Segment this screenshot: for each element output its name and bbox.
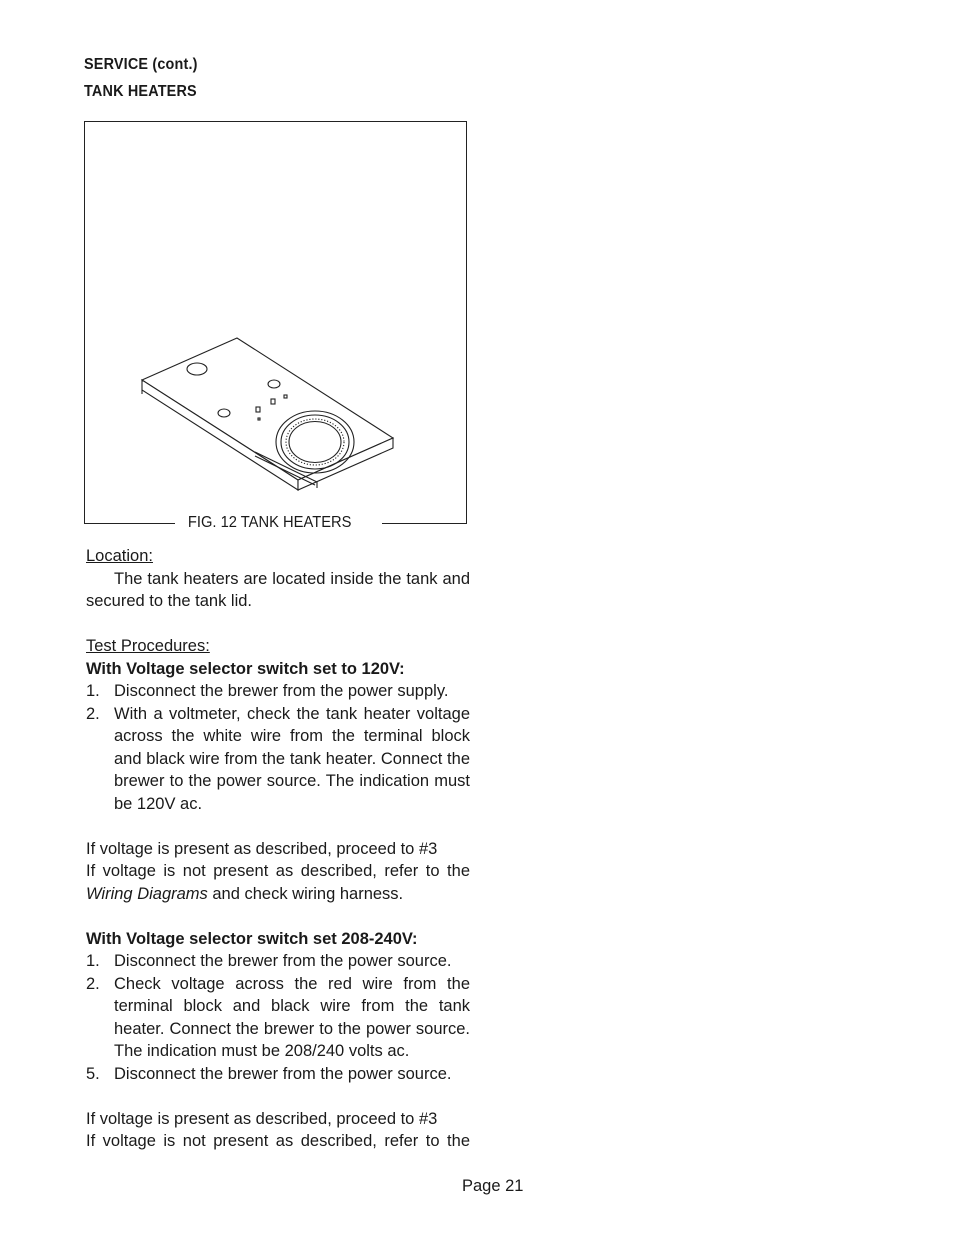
tank-lid-illustration <box>85 122 468 525</box>
v120-present-note: If voltage is present as described, proceed to #3 <box>86 839 438 858</box>
list-item: 1. Disconnect the brewer from the power supply. <box>86 682 449 700</box>
list-item: 2. With a voltmeter, check the tank heater voltage across the white wire from the terminal block and black wire from the tank heater. Connect the brewer to the power source. The indication must be 120V ac. <box>86 704 470 813</box>
wiring-diagrams-ref: Wiring Diagrams <box>86 884 208 903</box>
body-column <box>86 545 470 1153</box>
list-item: 1. Disconnect the brewer from the power source. <box>86 952 452 970</box>
location-text: The tank heaters are located inside the tank and secured to the tank lid. <box>86 569 470 610</box>
v120-steps <box>86 680 470 815</box>
v240-present-note: If voltage is present as described, proceed to #3 <box>86 1109 438 1128</box>
location-label: Location: <box>86 547 153 565</box>
test-procedures-label: Test Procedures: <box>86 637 210 655</box>
list-item: 2. Check voltage across the red wire from the terminal block and black wire from the tank heater. Connect the brewer to the power source. The indication must be 208/240 volts ac. <box>86 974 470 1060</box>
subsection-heading: TANK HEATERS <box>84 83 197 100</box>
page-number: Page 21 <box>462 1177 524 1195</box>
v240-heading: With Voltage selector switch set 208-240V: <box>86 929 418 948</box>
list-item: 5. Disconnect the brewer from the power source. <box>86 1064 452 1083</box>
figure-12 <box>84 121 467 531</box>
section-heading: SERVICE (cont.) <box>84 56 198 73</box>
v240-not-present-note: If voltage is not present as described, refer to the <box>86 1132 470 1150</box>
figure-caption: FIG. 12 TANK HEATERS <box>175 514 364 532</box>
v120-heading: With Voltage selector switch set to 120V: <box>86 659 405 678</box>
v240-steps <box>86 950 470 1085</box>
v120-not-present-note: If voltage is not present as described, refer to the Wiring Diagrams and check wiring harness. <box>86 862 470 903</box>
